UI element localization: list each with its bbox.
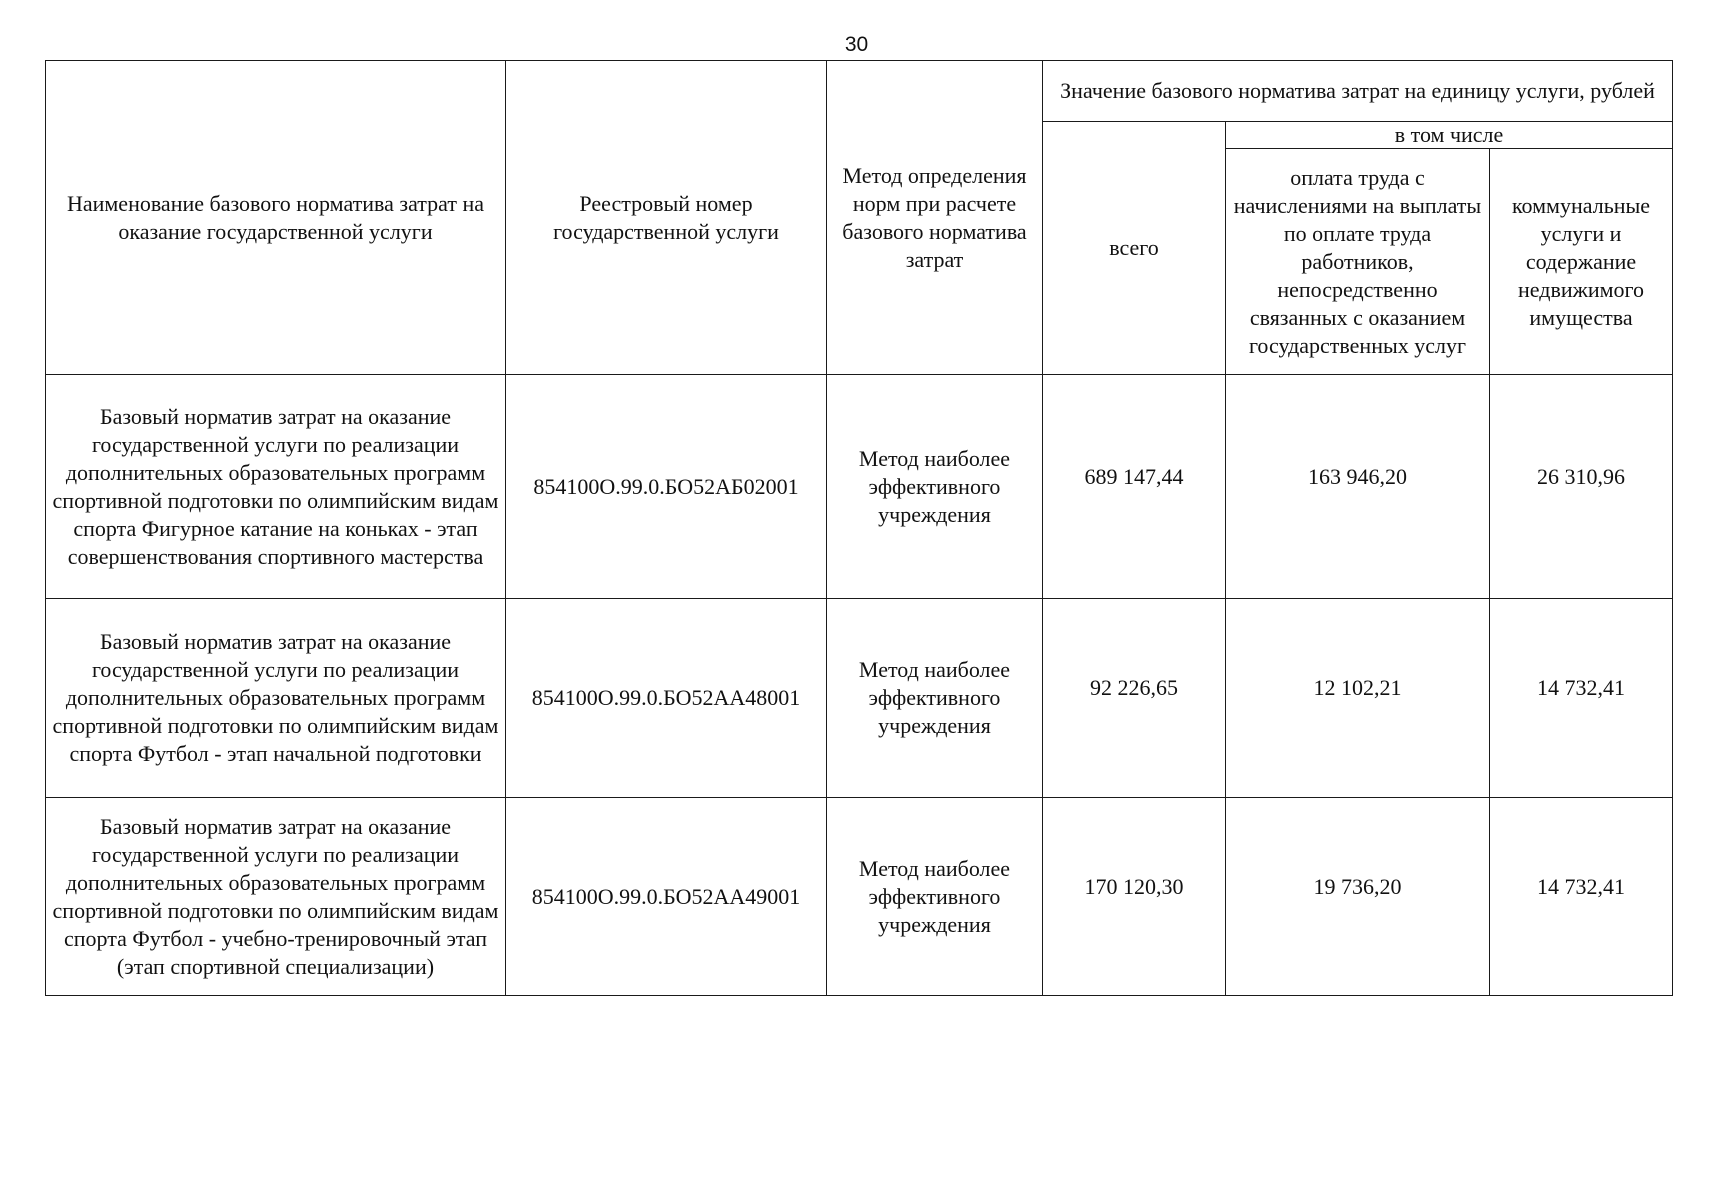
row-total-value: 92 226,65	[1090, 675, 1178, 700]
row-labor-value: 12 102,21	[1313, 675, 1402, 700]
row-method: Метод наиболее эффективного учреждения	[827, 798, 1043, 996]
table-row	[46, 798, 1673, 996]
row-labor	[1226, 375, 1490, 599]
header-method: Метод определения норм при расчете базового норматива затрат	[827, 61, 1043, 375]
row-registry-number: 854100О.99.0.БО52АА49001	[506, 798, 827, 996]
header-including: в том числе	[1226, 122, 1673, 149]
row-utilities	[1490, 599, 1673, 798]
row-labor-value: 163 946,20	[1308, 463, 1407, 489]
row-total-value: 170 120,30	[1084, 873, 1184, 899]
cost-norms-table	[45, 60, 1673, 996]
row-utilities-value: 14 732,41	[1537, 675, 1626, 700]
row-name: Базовый норматив затрат на оказание государственной услуги по реализации дополнительных образовательных программ спортивной подготовки по олимпийским видам спорта Фигурное катание на коньках - этап совершенствования спортивного мастерства	[46, 375, 506, 599]
table-row	[46, 599, 1673, 798]
header-utilities: коммунальные услуги и содержание недвижимого имущества	[1490, 149, 1673, 375]
header-labor: оплата труда с начислениями на выплаты по оплате труда работников, непосредственно связанных с оказанием государственных услуг	[1226, 149, 1490, 375]
page-number: 30	[844, 33, 869, 56]
row-total	[1043, 375, 1226, 599]
row-utilities	[1490, 375, 1673, 599]
row-utilities-value: 14 732,41	[1537, 873, 1626, 899]
row-labor	[1226, 599, 1490, 798]
header-name: Наименование базового норматива затрат на оказание государственной услуги	[46, 61, 506, 375]
row-labor	[1226, 798, 1490, 996]
table-row	[46, 375, 1673, 599]
row-registry-number: 854100О.99.0.БО52АБ02001	[506, 375, 827, 599]
row-total-value: 689 147,44	[1084, 463, 1184, 489]
row-name: Базовый норматив затрат на оказание государственной услуги по реализации дополнительных образовательных программ спортивной подготовки по олимпийским видам спорта Футбол - учебно-тренировочный этап (этап спортивной специализации)	[46, 798, 506, 996]
header-total: всего	[1043, 122, 1226, 375]
row-total	[1043, 599, 1226, 798]
row-utilities	[1490, 798, 1673, 996]
row-utilities-value: 26 310,96	[1537, 463, 1626, 489]
table-header	[46, 61, 1673, 375]
row-method: Метод наиболее эффективного учреждения	[827, 375, 1043, 599]
row-total	[1043, 798, 1226, 996]
header-value-group: Значение базового норматива затрат на единицу услуги, рублей	[1043, 61, 1673, 122]
row-method: Метод наиболее эффективного учреждения	[827, 599, 1043, 798]
row-name: Базовый норматив затрат на оказание государственной услуги по реализации дополнительных образовательных программ спортивной подготовки по олимпийским видам спорта Футбол - этап начальной подготовки	[46, 599, 506, 798]
row-labor-value: 19 736,20	[1313, 873, 1402, 899]
row-registry-number: 854100О.99.0.БО52АА48001	[506, 599, 827, 798]
header-registry-number: Реестровый номер государственной услуги	[506, 61, 827, 375]
